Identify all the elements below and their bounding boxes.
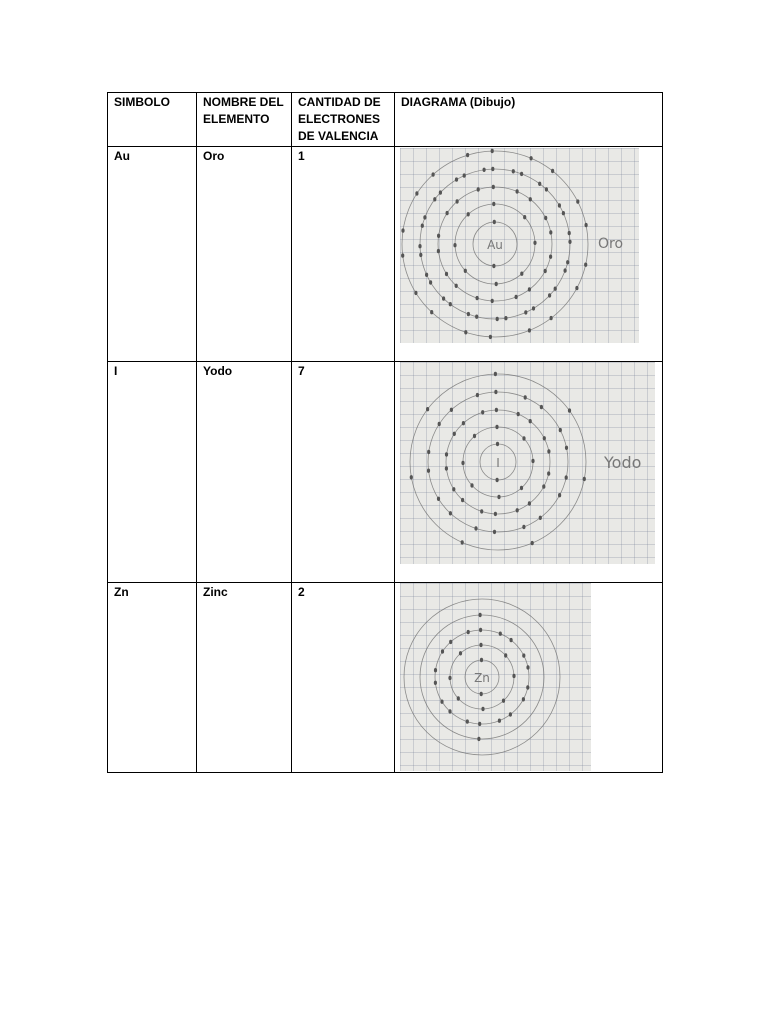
electron-dot <box>434 668 437 672</box>
header-valence: CANTIDAD DE ELECTRONES DE VALENCIA <box>292 93 395 147</box>
electron-dot <box>515 295 518 299</box>
electron-dot <box>473 434 476 438</box>
electron-dot <box>494 390 497 394</box>
electron-dot <box>544 269 547 273</box>
electron-dot <box>496 442 499 446</box>
electron-dot <box>585 223 588 227</box>
electron-dot <box>477 187 480 191</box>
electron-dot <box>445 272 448 276</box>
electron-dot <box>550 316 553 320</box>
electron-dot <box>470 483 473 487</box>
electron-dot <box>496 478 499 482</box>
electron-dot <box>434 681 437 685</box>
electron-dot <box>479 613 482 617</box>
electron-dot <box>551 169 554 173</box>
table-row <box>108 583 663 773</box>
electron-dot <box>562 211 565 215</box>
diagram-center-label: Zn <box>474 671 490 685</box>
electron-dot <box>558 203 561 207</box>
electron-dot <box>495 408 498 412</box>
electron-dot <box>523 215 526 219</box>
electron-dot <box>480 509 483 513</box>
electron-dot <box>446 211 449 215</box>
electron-dot <box>539 516 542 520</box>
electron-dot <box>448 709 451 713</box>
electron-dot <box>464 330 467 334</box>
diagram-photo-zinc <box>400 583 591 771</box>
electron-dot <box>522 525 525 529</box>
electron-dot <box>520 172 523 176</box>
electron-dot <box>464 269 467 273</box>
electron-dot <box>509 712 512 716</box>
electron-dot <box>475 315 478 319</box>
electron-dot <box>426 407 429 411</box>
electron-dot <box>568 240 571 244</box>
cell-diagram <box>395 362 663 583</box>
electron-dot <box>433 197 436 201</box>
electron-dot <box>531 459 534 463</box>
electron-dot <box>533 241 536 245</box>
electron-dot <box>576 199 579 203</box>
electron-dot <box>568 408 571 412</box>
electron-dot <box>455 177 458 181</box>
electron-dot <box>448 676 451 680</box>
bohr-diagram-iodine <box>400 362 655 564</box>
electron-dot <box>504 653 507 657</box>
cell-diagram <box>395 583 663 773</box>
cell-symbol: Au <box>108 147 197 362</box>
electron-dot <box>489 335 492 339</box>
electron-dot <box>497 495 500 499</box>
electron-dot <box>466 719 469 723</box>
electron-dot <box>461 540 464 544</box>
electron-dot <box>450 408 453 412</box>
diagram-center-label: I <box>496 456 500 470</box>
electron-dot <box>427 469 430 473</box>
electron-dot <box>449 640 452 644</box>
electron-dot <box>423 215 426 219</box>
electron-dot <box>558 493 561 497</box>
diagram-element-label: Yodo <box>604 453 642 472</box>
table-row <box>108 147 663 362</box>
electron-dot <box>439 190 442 194</box>
electron-dot <box>512 674 515 678</box>
electron-dot <box>479 643 482 647</box>
electron-dot <box>474 526 477 530</box>
cell-valence: 2 <box>292 583 395 773</box>
electron-dot <box>449 511 452 515</box>
electron-dot <box>520 486 523 490</box>
electron-dot <box>421 224 424 228</box>
electron-dot <box>498 719 501 723</box>
electron-dot <box>438 422 441 426</box>
electron-dot <box>456 199 459 203</box>
electron-dot <box>565 475 568 479</box>
electron-dot <box>441 649 444 653</box>
elements-table <box>107 92 663 773</box>
electron-dot <box>437 249 440 253</box>
electron-dot <box>524 310 527 314</box>
electron-dot <box>492 185 495 189</box>
electron-dot <box>532 306 535 310</box>
electron-dot <box>414 291 417 295</box>
cell-diagram <box>395 147 663 362</box>
electron-dot <box>512 169 515 173</box>
bohr-diagram-gold <box>400 148 639 343</box>
electron-dot <box>528 287 531 291</box>
cell-name: Oro <box>197 147 292 362</box>
electron-dot <box>544 216 547 220</box>
electron-dot <box>559 428 562 432</box>
electron-dot <box>492 202 495 206</box>
electron-dot <box>531 541 534 545</box>
electron-dot <box>478 722 481 726</box>
cell-name: Yodo <box>197 362 292 583</box>
electron-dot <box>517 412 520 416</box>
electron-dot <box>568 231 571 235</box>
electron-dot <box>565 446 568 450</box>
electron-dot <box>419 253 422 257</box>
bohr-diagram-zinc <box>400 583 591 771</box>
electron-dot <box>437 497 440 501</box>
electron-dot <box>449 302 452 306</box>
electron-dot <box>554 287 557 291</box>
electron-dot <box>445 466 448 470</box>
electron-dot <box>418 244 421 248</box>
electron-dot <box>425 273 428 277</box>
electron-dot <box>459 651 462 655</box>
electron-dot <box>477 737 480 741</box>
electron-dot <box>520 272 523 276</box>
electron-dot <box>457 696 460 700</box>
electron-dot <box>528 328 531 332</box>
electron-dot <box>549 255 552 259</box>
electron-dot <box>566 260 569 264</box>
electron-dot <box>496 317 499 321</box>
electron-dot <box>440 700 443 704</box>
electron-dot <box>495 425 498 429</box>
diagram-photo-gold <box>400 148 639 343</box>
electron-dot <box>437 234 440 238</box>
electron-dot <box>522 436 525 440</box>
electron-dot <box>495 282 498 286</box>
electron-dot <box>492 264 495 268</box>
electron-dot <box>494 512 497 516</box>
electron-dot <box>491 167 494 171</box>
diagram-photo-iodine <box>400 362 655 564</box>
electron-dot <box>529 197 532 201</box>
table-row <box>108 362 663 583</box>
electron-dot <box>526 685 529 689</box>
electron-dot <box>467 212 470 216</box>
electron-dot <box>480 658 483 662</box>
cell-symbol: I <box>108 362 197 583</box>
electron-dot <box>564 268 567 272</box>
cell-symbol: Zn <box>108 583 197 773</box>
electron-dot <box>445 452 448 456</box>
electron-dot <box>480 692 483 696</box>
electron-dot <box>575 286 578 290</box>
electron-dot <box>548 293 551 297</box>
cell-valence: 7 <box>292 362 395 583</box>
cell-name: Zinc <box>197 583 292 773</box>
electron-dot <box>524 395 527 399</box>
electron-dot <box>461 461 464 465</box>
electron-dot <box>547 471 550 475</box>
electron-dot <box>427 450 430 454</box>
electron-dot <box>430 310 433 314</box>
electron-dot <box>476 296 479 300</box>
electron-dot <box>481 410 484 414</box>
electron-dot <box>463 173 466 177</box>
electron-dot <box>455 284 458 288</box>
electron-dot <box>540 405 543 409</box>
header-diagram: DIAGRAMA (Dibujo) <box>395 93 663 147</box>
diagram-center-label: Au <box>487 238 503 252</box>
electron-dot <box>530 156 533 160</box>
electron-dot <box>461 498 464 502</box>
electron-dot <box>442 296 445 300</box>
electron-dot <box>401 228 404 232</box>
header-name: NOMBRE DEL ELEMENTO <box>197 93 292 147</box>
electron-dot <box>494 372 497 376</box>
electron-dot <box>467 312 470 316</box>
electron-dot <box>415 191 418 195</box>
electron-dot <box>516 508 519 512</box>
electron-dot <box>549 230 552 234</box>
electron-dot <box>584 263 587 267</box>
electron-dot <box>483 168 486 172</box>
electron-dot <box>529 419 532 423</box>
electron-dot <box>502 699 505 703</box>
header-row <box>108 93 663 147</box>
electron-dot <box>476 393 479 397</box>
electron-dot <box>543 436 546 440</box>
electron-dot <box>493 220 496 224</box>
electron-dot <box>545 187 548 191</box>
electron-dot <box>429 280 432 284</box>
electron-dot <box>491 299 494 303</box>
electron-dot <box>453 432 456 436</box>
diagram-element-label: Oro <box>598 236 624 252</box>
electron-dot <box>510 638 513 642</box>
electron-dot <box>499 632 502 636</box>
electron-dot <box>504 316 507 320</box>
electron-dot <box>542 484 545 488</box>
electron-dot <box>452 487 455 491</box>
electron-dot <box>516 189 519 193</box>
electron-dot <box>432 172 435 176</box>
electron-dot <box>493 530 496 534</box>
header-symbol: SIMBOLO <box>108 93 197 147</box>
cell-valence: 1 <box>292 147 395 362</box>
electron-dot <box>481 707 484 711</box>
electron-dot <box>453 243 456 247</box>
electron-dot <box>538 182 541 186</box>
electron-dot <box>522 697 525 701</box>
electron-dot <box>528 501 531 505</box>
electron-dot <box>491 149 494 153</box>
electron-dot <box>547 449 550 453</box>
electron-dot <box>522 653 525 657</box>
electron-dot <box>462 421 465 425</box>
electron-dot <box>583 477 586 481</box>
electron-dot <box>410 475 413 479</box>
electron-dot <box>466 153 469 157</box>
electron-dot <box>479 628 482 632</box>
electron-dot <box>467 630 470 634</box>
electron-dot <box>401 253 404 257</box>
electron-dot <box>526 665 529 669</box>
